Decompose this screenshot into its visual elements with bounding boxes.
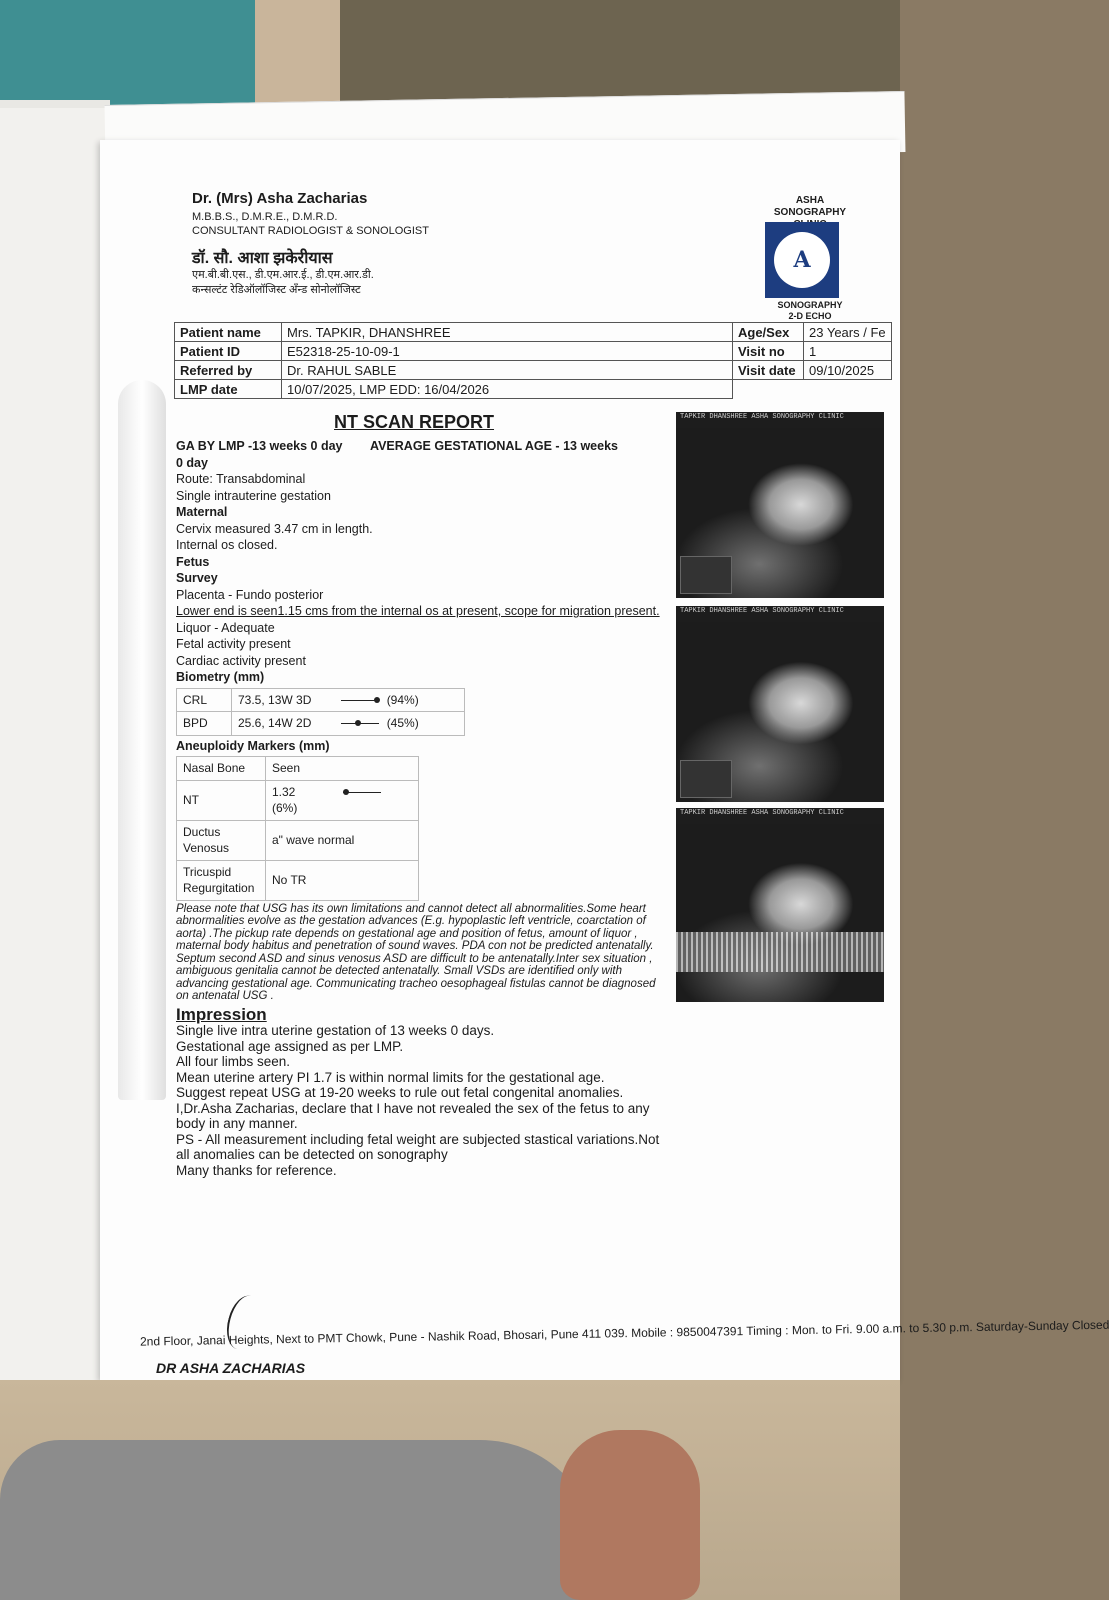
referred-by-label: Referred by <box>175 361 282 380</box>
quals-line: M.B.B.S., D.M.R.E., D.M.R.D. <box>192 211 338 223</box>
doctor-name-hindi: डॉ. सौ. आशा झकेरीयास <box>192 250 333 267</box>
doctor-qualifications <box>192 210 429 238</box>
visit-date-label: Visit date <box>733 361 804 380</box>
marker-name: Nasal Bone <box>177 757 266 781</box>
lmp-label: LMP date <box>175 380 282 399</box>
ultrasound-image-1 <box>676 412 884 598</box>
percentile-text: (6%) <box>272 801 298 815</box>
doctor-quals-hindi <box>192 268 374 298</box>
scan-header: TAPKIR DHANSHREE ASHA SONOGRAPHY CLINIC <box>676 808 884 826</box>
referred-by: Dr. RAHUL SABLE <box>282 361 733 380</box>
table-row <box>177 780 419 820</box>
impression-line: All four limbs seen. <box>176 1054 291 1069</box>
markers-table <box>176 756 419 901</box>
biometry-value <box>232 688 465 712</box>
age-sex: 23 Years / Fe <box>804 323 892 342</box>
patient-info-table <box>174 322 892 399</box>
marker-name: Ductus Venosus <box>177 820 266 860</box>
patient-id: E52318-25-10-09-1 <box>282 342 733 361</box>
biometry-heading: Biometry (mm) <box>176 670 265 684</box>
report-page <box>100 140 1109 1380</box>
impression-line: Suggest repeat USG at 19-20 weeks to rule out fetal congenital anomalies. <box>176 1085 624 1100</box>
table-row <box>175 342 892 361</box>
impression-line: Mean uterine artery PI 1.7 is within normal limits for the gestational age. <box>176 1069 605 1085</box>
liquor-text: Liquor - Adequate <box>176 620 275 635</box>
impression-line: Single live intra uterine gestation of 13 weeks 0 days. <box>176 1023 495 1038</box>
ultrasound-doppler-image <box>676 808 884 1002</box>
percentile-marker <box>343 792 381 793</box>
biometry-name: BPD <box>177 712 232 736</box>
empty-cell <box>733 380 804 399</box>
table-row <box>177 712 465 736</box>
scan-header: TAPKIR DHANSHREE ASHA SONOGRAPHY CLINIC <box>676 412 884 430</box>
impression-heading: Impression <box>176 1004 267 1024</box>
lower-end-text: Lower end is seen1.15 cms from the internal os at present, scope for migration present. <box>176 604 660 618</box>
cervix-text: Cervix measured 3.47 cm in length. <box>176 521 373 536</box>
table-row <box>177 757 419 781</box>
marker-value <box>266 757 419 781</box>
impression-line: I,Dr.Asha Zacharias, declare that I have not revealed the sex of the fetus to any body in any manner. <box>176 1100 650 1131</box>
biometry-number: 73.5, 13W 3D <box>238 692 312 707</box>
clinic-service: SONOGRAPHY <box>777 300 843 310</box>
gestational-age-line <box>176 438 666 455</box>
table-row <box>175 361 892 380</box>
doctor-name: Dr. (Mrs) Asha Zacharias <box>192 190 368 207</box>
maternal-heading: Maternal <box>176 505 228 519</box>
table-row <box>177 860 419 900</box>
person-foot <box>560 1430 700 1600</box>
quals-hindi-line: कन्सल्टंट रेडिऑलॉजिस्ट अँन्ड सोनोलॉजिस्ट <box>192 284 361 296</box>
percentile-marker <box>341 723 379 724</box>
os-text: Internal os closed. <box>176 538 278 552</box>
average-ga-cont: 0 day <box>176 455 208 470</box>
empty-cell <box>804 380 892 399</box>
fetal-activity-text: Fetal activity present <box>176 637 291 651</box>
marker-number: a" wave normal <box>272 832 355 847</box>
percentile-text: (45%) <box>386 716 419 730</box>
marker-value <box>266 820 419 860</box>
clinic-title-line: ASHA <box>795 195 825 206</box>
impression-line: Many thanks for reference. <box>176 1162 337 1178</box>
scan-thumbnail <box>680 556 732 594</box>
impression-line: PS - All measurement including fetal weight are subjected stastical variations.Not all anomalies can be detected on sonography <box>176 1131 660 1162</box>
clinic-service: 2-D ECHO <box>788 311 832 321</box>
biometry-value <box>232 712 465 736</box>
fetus-heading: Fetus <box>176 554 210 569</box>
percentile-marker <box>341 700 379 701</box>
report-title: NT SCAN REPORT <box>334 412 495 432</box>
marker-name: Tricuspid Regurgitation <box>177 860 266 900</box>
person-shirt <box>0 1440 600 1600</box>
marker-number: 1.32 <box>272 784 296 799</box>
clinic-logo <box>765 222 839 298</box>
impression-line: Gestational age assigned as per LMP. <box>176 1038 404 1054</box>
biometry-table <box>176 688 465 736</box>
quals-hindi-line: एम.बी.बी.एस., डी.एम.आर.ई., डी.एम.आर.डी. <box>192 269 374 281</box>
patient-name-label: Patient name <box>175 323 282 342</box>
table-row <box>175 323 892 342</box>
impression-list <box>176 1023 666 1178</box>
patient-name: Mrs. TAPKIR, DHANSHREE <box>282 323 733 342</box>
biometry-name: CRL <box>177 688 232 712</box>
clinic-title-line: SONOGRAPHY <box>773 207 847 218</box>
marker-value <box>266 780 419 820</box>
age-sex-label: Age/Sex <box>733 323 804 342</box>
quals-line: CONSULTANT RADIOLOGIST & SONOLOGIST <box>192 225 429 237</box>
percentile-dot <box>343 789 349 795</box>
marker-number: No TR <box>272 872 307 887</box>
file-fastener <box>118 380 166 1100</box>
ga-by-lmp: GA BY LMP -13 weeks 0 day <box>176 439 343 453</box>
visit-no: 1 <box>804 342 892 361</box>
ultrasound-image-2 <box>676 606 884 802</box>
percentile-text: (94%) <box>386 692 419 707</box>
percentile-dot <box>355 720 361 726</box>
table-row <box>177 688 465 712</box>
percentile-dot <box>374 697 380 703</box>
disclaimer: Please note that USG has its own limitations and cannot detect all abnormalities.Some heart abnormalities evolve as the gestation advances (E.g. hypoplastic left ventricle, coarctation of aorta) .The pickup rate depends on gestational age and position of fetus, amount of liquor , maternal body habitus and penetration of sound waves. PDA con not be predicted antenatally. Septum second ASD and sinus venosus ASD are difficult to be antenatally.Inter sex situation , ambiguous genitalia cannot be detected antenatally. Small VSDs are identified only with advancing gestational age. Communicating tracheo oesophageal fistulas cannot be diagnosed on antenatal USG . <box>176 902 656 1002</box>
visit-no-label: Visit no <box>733 342 804 361</box>
marker-value <box>266 860 419 900</box>
average-ga: AVERAGE GESTATIONAL AGE - 13 weeks <box>370 439 618 453</box>
cardiac-activity-text: Cardiac activity present <box>176 653 306 668</box>
signatory-name: DR ASHA ZACHARIAS <box>156 1360 306 1376</box>
visit-date: 09/10/2025 <box>804 361 892 380</box>
marker-number: Seen <box>272 761 301 775</box>
clinic-services <box>760 300 860 322</box>
route: Route: Transabdominal <box>176 472 306 486</box>
scan-picture <box>676 824 884 1002</box>
table-row <box>177 820 419 860</box>
scan-header: TAPKIR DHANSHREE ASHA SONOGRAPHY CLINIC <box>676 606 884 624</box>
clinic-address: 2nd Floor, Janai Heights, Next to PMT Chowk, Pune - Nashik Road, Bhosari, Pune 411 039. Mobile : 9850047391 Timing : Mon. to Fri. 9.00 a.m. to 5.30 p.m. Saturday-Sunday Closed <box>139 1317 1109 1349</box>
survey-heading: Survey <box>176 571 218 585</box>
placenta-text: Placenta - Fundo posterior <box>176 587 324 602</box>
biometry-number: 25.6, 14W 2D <box>238 716 312 730</box>
doppler-waveform <box>676 932 884 972</box>
aneuploidy-heading: Aneuploidy Markers (mm) <box>176 738 330 753</box>
clinic-logo-emblem: A <box>774 232 830 288</box>
lmp-date: 10/07/2025, LMP EDD: 16/04/2026 <box>282 380 733 399</box>
report-body <box>176 438 666 1178</box>
marker-name: NT <box>177 780 266 820</box>
scan-thumbnail <box>680 760 732 798</box>
patient-id-label: Patient ID <box>175 342 282 361</box>
gestation: Single intrauterine gestation <box>176 488 331 503</box>
table-row <box>175 380 892 399</box>
